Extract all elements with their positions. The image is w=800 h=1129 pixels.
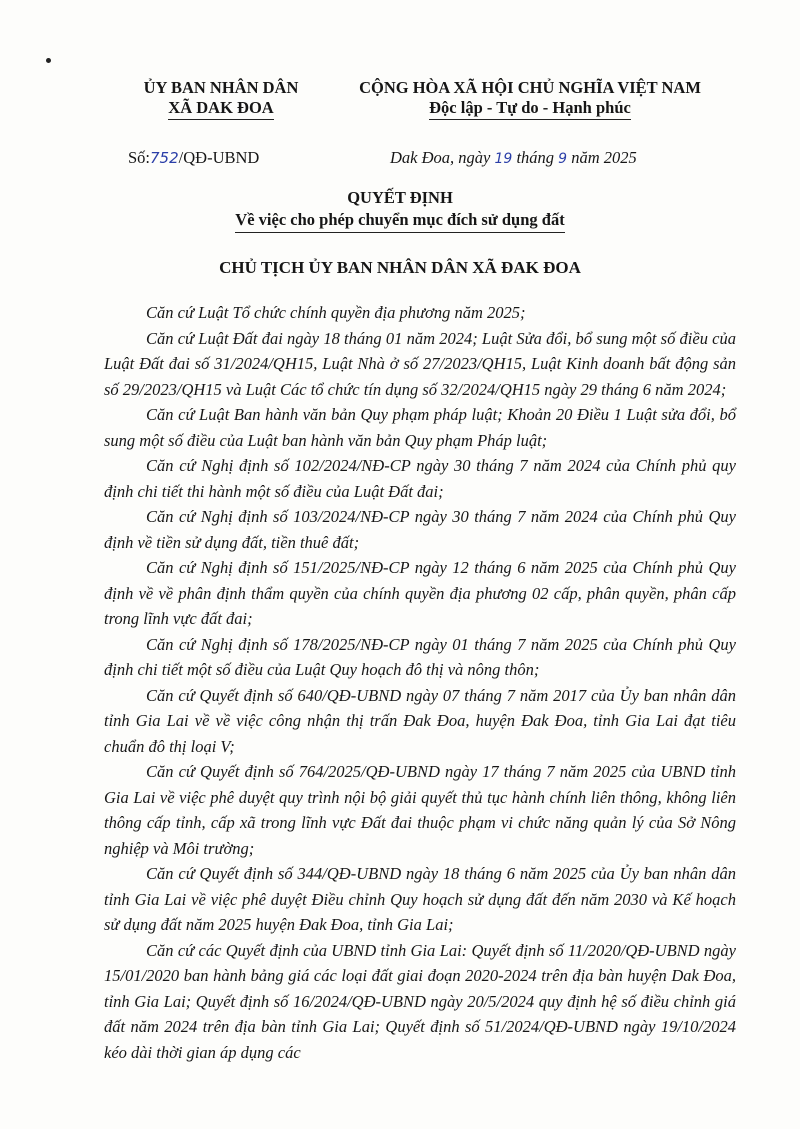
legal-basis-paragraph: Căn cứ Nghị định số 102/2024/NĐ-CP ngày 30 tháng 7 năm 2024 của Chính phủ quy định chi tiết thi hành một số điều của Luật Đất đai;	[104, 456, 736, 501]
doc-number-suffix: /QĐ-UBND	[178, 148, 260, 167]
legal-basis-paragraph: Căn cứ Quyết định số 344/QĐ-UBND ngày 18 tháng 6 năm 2025 của Ủy ban nhân dân tỉnh Gia Lai về việc phê duyệt Điều chỉnh Quy hoạch sử dụng đất đến năm 2030 và Kế hoạch sử dụng đất năm 2025 huyện Đak Đoa, tỉnh Gia Lai;	[104, 864, 736, 934]
national-motto	[330, 78, 730, 120]
legal-basis-paragraph: Căn cứ Luật Đất đai ngày 18 tháng 01 năm 2024; Luật Sửa đổi, bổ sung một số điều của Luật Đất đai số 31/2024/QH15, Luật Nhà ở số 27/2023/QH15, Luật Kinh doanh bất động sản số 29/2023/QH15 và Luật Các tổ chức tín dụng số 32/2024/QH15 ngày 29 tháng 6 năm 2024;	[104, 328, 736, 399]
place-text: Dak Đoa, ngày	[390, 148, 491, 167]
date-day: 19	[494, 151, 513, 167]
agency-name-line1: ỦY BAN NHÂN DÂN	[143, 78, 299, 97]
month-label: tháng	[516, 148, 555, 167]
issuing-agency	[126, 78, 316, 120]
agency-name-line2: XÃ DAK ĐOA	[168, 98, 273, 120]
legal-basis-paragraph: Căn cứ Quyết định số 640/QĐ-UBND ngày 07 tháng 7 năm 2017 của Ủy ban nhân dân tỉnh Gia Lai về về việc công nhận thị trấn Đak Đoa, huyện Đak Đoa, tỉnh Gia Lai đạt tiêu chuẩn đô thị loại V;	[104, 685, 736, 756]
legal-basis-paragraph: Căn cứ Nghị định số 103/2024/NĐ-CP ngày 30 tháng 7 năm 2024 của Chính phủ Quy định về tiền sử dụng đất, tiền thuê đất;	[104, 507, 736, 552]
legal-basis-paragraph: Căn cứ Luật Tổ chức chính quyền địa phương năm 2025;	[146, 303, 526, 322]
motto: Độc lập - Tự do - Hạnh phúc	[429, 98, 631, 120]
legal-basis-paragraph: Căn cứ Quyết định số 764/2025/QĐ-UBND ngày 17 tháng 7 năm 2025 của UBND tỉnh Gia Lai về việc phê duyệt quy trình nội bộ giải quyết thủ tục hành chính liên thông, không liên thông cấp tỉnh, cấp xã trong lĩnh vực Đất đai thuộc phạm vi chức năng quản lý của Sở Nông nghiệp và Môi trường;	[104, 762, 736, 858]
scan-speck	[46, 58, 51, 63]
year-label: năm 2025	[571, 148, 637, 167]
country-name: CỘNG HÒA XÃ HỘI CHỦ NGHĨA VIỆT NAM	[359, 78, 701, 97]
document-number	[128, 148, 259, 168]
document-subtitle: Về việc cho phép chuyển mục đích sử dụng đất	[235, 210, 564, 233]
legal-basis-paragraph: Căn cứ Nghị định số 151/2025/NĐ-CP ngày 12 tháng 6 năm 2025 của Chính phủ Quy định về về phân định thẩm quyền của chính quyền địa phương 02 cấp, phân quyền, phân cấp trong lĩnh vực đất đai;	[104, 558, 736, 628]
legal-basis-paragraph: Căn cứ Luật Ban hành văn bản Quy phạm pháp luật; Khoản 20 Điều 1 Luật sửa đổi, bổ sung một số điều của Luật ban hành văn bản Quy phạm Pháp luật;	[104, 405, 736, 450]
place-and-date	[390, 148, 637, 168]
legal-basis-paragraph: Căn cứ các Quyết định của UBND tỉnh Gia Lai: Quyết định số 11/2020/QĐ-UBND ngày 15/01/2020 ban hành bảng giá các loại đất giai đoạn 2020-2024 trên địa bàn huyện Dak Đoa, tỉnh Gia Lai; Quyết định số 16/2024/QĐ-UBND ngày 20/5/2024 quy định hệ số điều chỉnh giá đất năm 2024 trên địa bàn tỉnh Gia Lai; Quyết định số 51/2024/QĐ-UBND ngày 19/10/2024 kéo dài thời gian áp dụng các	[104, 940, 736, 1062]
legal-basis-paragraph: Căn cứ Nghị định số 178/2025/NĐ-CP ngày 01 tháng 7 năm 2025 của Chính phủ Quy định chi tiết một số điều của Luật Quy hoạch đô thị và nông thôn;	[104, 634, 736, 679]
doc-number-prefix: Số:	[128, 148, 151, 167]
doc-number-handwritten: 752	[150, 149, 179, 167]
document-body	[104, 300, 736, 1065]
date-month: 9	[558, 151, 568, 167]
document-title: QUYẾT ĐỊNH	[347, 188, 453, 207]
authority-heading: CHỦ TỊCH ỦY BAN NHÂN DÂN XÃ ĐAK ĐOA	[219, 258, 581, 277]
